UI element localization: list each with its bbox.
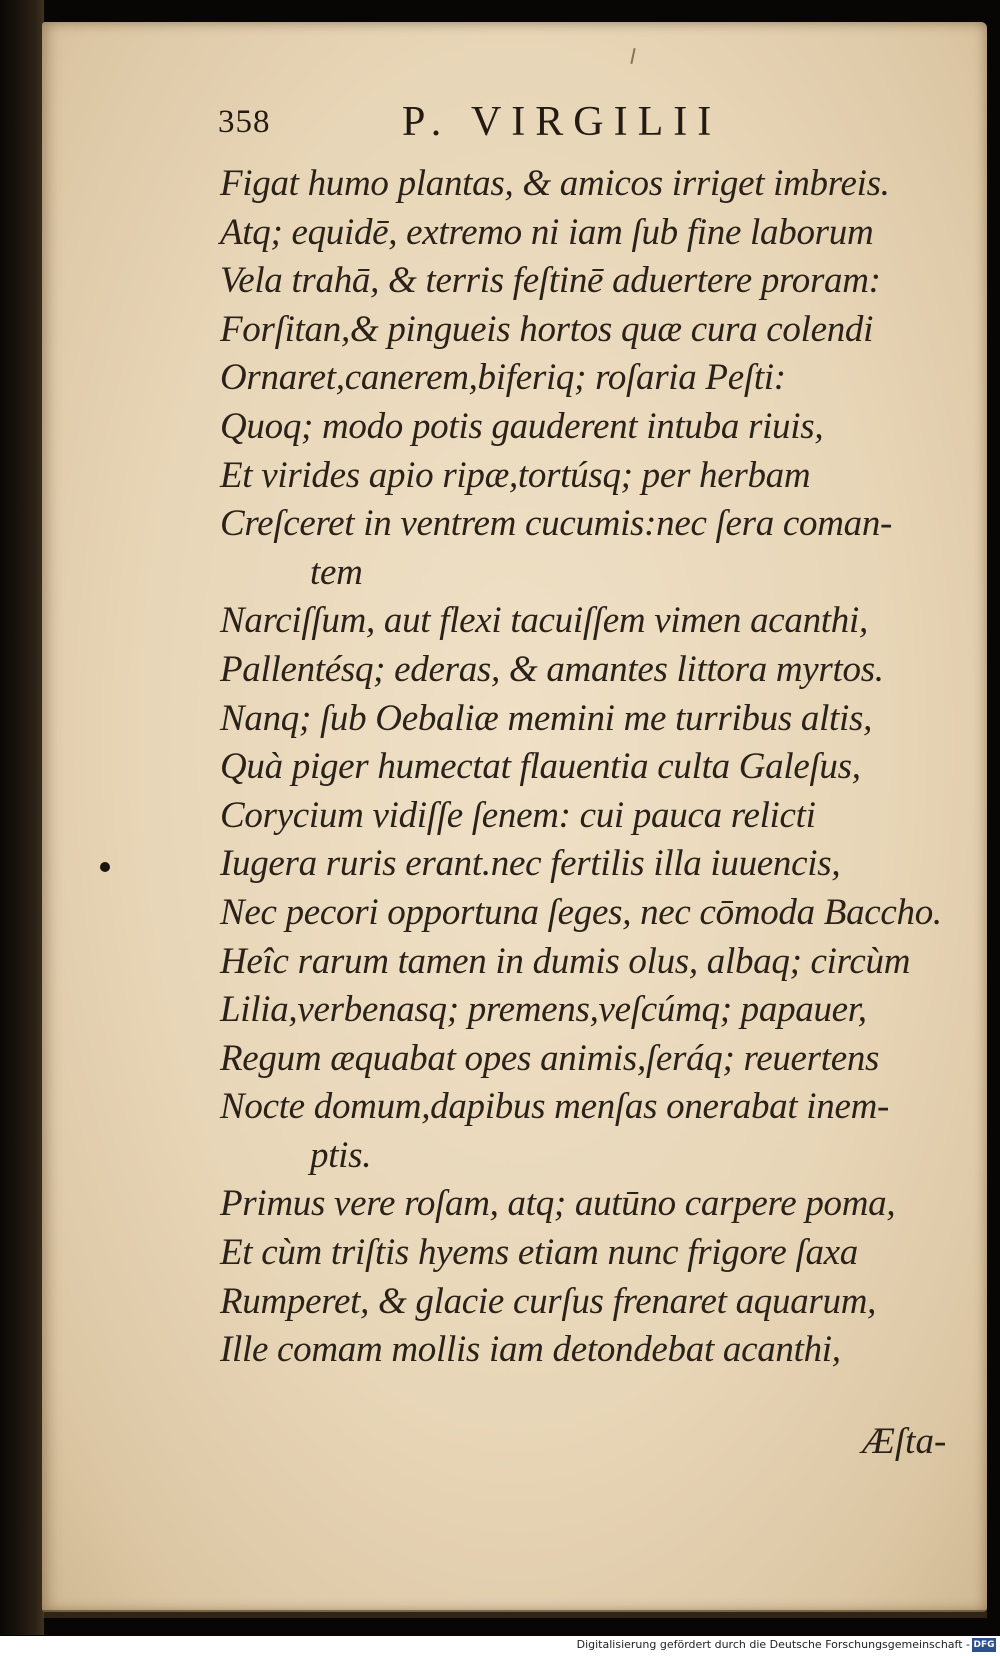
- verse-line: Lilia,verbenasq; premens,veſcúmq; papauer,: [220, 989, 867, 1031]
- verse-line: Et cùm triſtis hyems etiam nunc frigore ſaxa: [220, 1232, 858, 1274]
- verse-line: Ornaret,canerem,biferiq; roſaria Peſti:: [220, 357, 786, 399]
- verse-line: Primus vere roſam, atq; autūno carpere poma,: [220, 1183, 896, 1225]
- verse-line: Iugera ruris erant.nec fertilis illa iuuencis,: [220, 843, 841, 885]
- verse-line: Forſitan,& pingueis hortos quæ cura colendi: [220, 308, 874, 350]
- funding-credit: Digitalisierung gefördert durch die Deutsche Forschungsgemeinschaft -: [576, 1638, 970, 1651]
- verse-line: Creſceret in ventrem cucumis:nec ſera coman-: [220, 503, 893, 545]
- verse-line: Narciſſum, aut flexi tacuiſſem vimen acanthi,: [220, 600, 868, 642]
- ink-spot: [100, 862, 110, 872]
- verse-line: Quà piger humectat flauentia culta Galeſus,: [220, 746, 861, 788]
- verse-line: Heîc rarum tamen in dumis olus, albaq; circùm: [220, 940, 911, 982]
- verse-line: Pallentésq; ederas, & amantes littora myrtos.: [220, 648, 884, 690]
- verse-line: Rumperet, & glacie curſus frenaret aquarum,: [220, 1280, 877, 1322]
- verse-line: Ille comam mollis iam detondebat acanthi,: [220, 1329, 841, 1371]
- running-head: P. VIRGILII: [402, 99, 722, 145]
- page-header: [218, 98, 778, 150]
- verse-text-block: [220, 160, 960, 1375]
- dfg-logo: DFG: [973, 1640, 995, 1650]
- verse-line: Figat humo plantas, & amicos irriget imbreis.: [220, 163, 890, 204]
- verse-line: Atq; equidē, extremo ni iam ſub fine laborum: [220, 211, 874, 253]
- verse-turnover-line: ptis.: [310, 1134, 372, 1176]
- page-number: 358: [218, 104, 271, 140]
- verse-line: Regum æquabat opes animis,ſeráq; reuertens: [220, 1037, 880, 1079]
- catchword: Æſta-: [862, 1421, 947, 1462]
- verse-line: Corycium vidiſſe ſenem: cui pauca relicti: [220, 794, 816, 836]
- verse-line: Vela trahā, & terris feſtinē aduertere proram:: [220, 260, 881, 302]
- verse-line: Nanq; ſub Oebaliæ memini me turribus altis,: [220, 697, 873, 739]
- page-bottom-edge: [42, 1610, 987, 1618]
- verse-line: Nec pecori opportuna ſeges, nec cōmoda Baccho.: [220, 891, 942, 933]
- verse-line: Nocte domum,dapibus menſas onerabat inem-: [220, 1086, 890, 1128]
- verse-turnover-line: tem: [310, 551, 363, 593]
- verse-line: Et virides apio ripæ,tortúsq; per herbam: [220, 454, 811, 496]
- book-binding: [0, 0, 44, 1635]
- verse-line: Quoq; modo potis gauderent intuba riuis,: [220, 405, 824, 447]
